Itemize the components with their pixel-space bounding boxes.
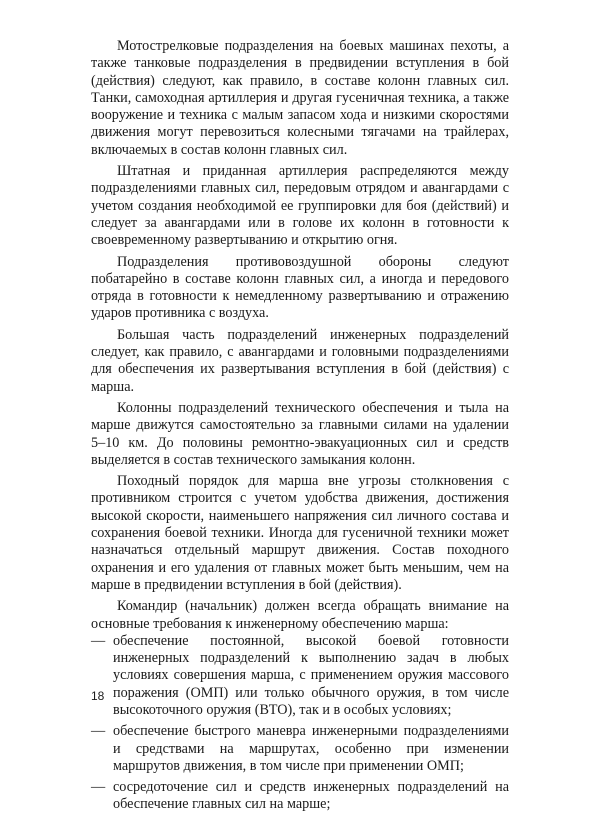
- list-dash: —: [91, 723, 106, 740]
- list-item: [91, 723, 509, 775]
- list-item: [91, 779, 509, 814]
- main-text: [91, 38, 509, 818]
- paragraph-3: Подразделения противовоздушной обороны следуют побатарейно в составе колонн главных сил, а иногда и передового отряда в готовности к немедленному развертыванию и отражению ударов противника с воздуха.: [91, 253, 509, 322]
- paragraph-7: Командир (начальник) должен всегда обращать внимание на основные требования к инженерному обеспечению марша:: [91, 598, 509, 632]
- list-item-text: обеспечение быстрого маневра инженерными подразделениями и средствами на маршрутах, особенно при изменении маршрутов движения, в том числе при применении ОМП;: [113, 723, 509, 774]
- list-item: [91, 633, 509, 719]
- paragraph-4: Большая часть подразделений инженерных подразделений следует, как правило, с авангардами и головными подразделениями для обеспечения их развертывания вступления в бой (действия) с марша.: [91, 326, 509, 395]
- paragraph-2: Штатная и приданная артиллерия распределяются между подразделениями главных сил, передовым отрядом и авангардами с учетом создания необходимой ее группировки для боя (действий) и следует за авангардами или в голове их колонн в готовности к своевременному развертыванию и открытию огня.: [91, 163, 509, 249]
- list-dash: —: [91, 632, 106, 649]
- list-item-text: обеспечение постоянной, высокой боевой готовности инженерных подразделений к выполнению задач в любых условиях совершения марша, с применением оружия массового поражения (ОМП) или только обычного оружия, в том числе высокоточного оружия (ВТО), так и в особых условиях;: [113, 632, 509, 718]
- paragraph-6: Походный порядок для марша вне угрозы столкновения с противником строится с учетом удобства движения, достижения высокой скорости, наименьшего напряжения сил личного состава и сохранения боевой техники. Иногда для гусеничной техники может назначаться отдельный маршрут движения. Состав походного охранения и его удаления от главных может быть меньшим, чем на марше в предвидении вступления в бой (действия).: [91, 473, 509, 593]
- paragraph-5: Колонны подразделений технического обеспечения и тыла на марше движутся самостоятельно за главными силами на удалении 5–10 км. До половины ремонтно-эвакуационных сил и средств выделяется в состав технического замыкания колонн.: [91, 399, 509, 468]
- paragraph-1: Мотострелковые подразделения на боевых машинах пехоты, а также танковые подразделения в предвидении вступления в бой (действия) следуют, как правило, в составе колонн главных сил. Танки, самоходная артиллерия и другая гусеничная техника, а также вооружение и техника с малым запасом хода и низкими скоростями движения могут перевозиться колесными тягачами на трайлерах, включаемых в состав колонн главных сил.: [91, 38, 509, 158]
- requirements-list: [91, 633, 509, 814]
- page-number: 18: [91, 689, 105, 703]
- list-item-text: сосредоточение сил и средств инженерных подразделений на обеспечение главных сил на марше;: [113, 779, 509, 813]
- list-dash: —: [91, 779, 106, 796]
